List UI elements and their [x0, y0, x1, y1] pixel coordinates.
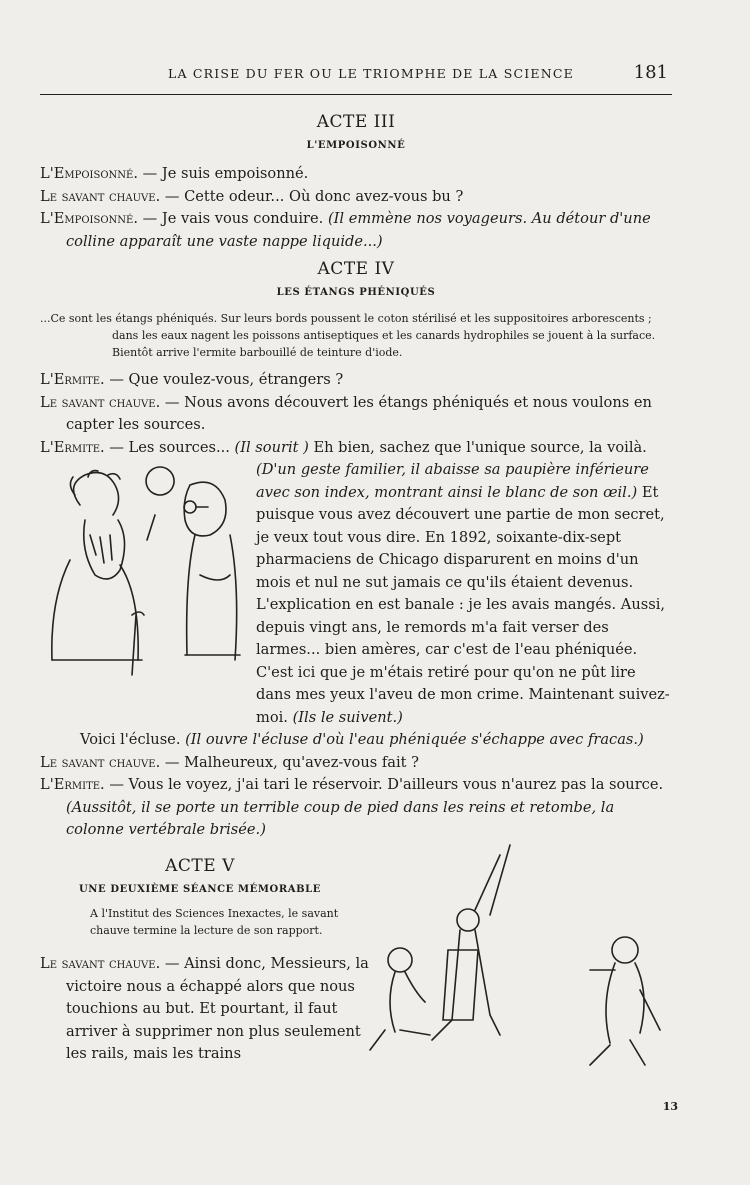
dialogue-line — [40, 953, 378, 1066]
speech: — Je vais vous conduire. — [137, 210, 328, 227]
dialogue-line — [40, 437, 672, 460]
speaker: Le savant chauve. — [40, 753, 161, 771]
speaker: L'Empoisonné. — [40, 165, 138, 182]
running-header — [40, 64, 672, 95]
speech: — Nous avons découvert les étangs phéniqués et nous voulons en capter les sources. — [66, 393, 652, 433]
act-5-title: ACTE V — [165, 855, 235, 876]
speech: Eh bien, sachez que l'unique source, la voilà. — [308, 438, 647, 456]
stage-direction-block: A l'Institut des Sciences Inexactes, le savant chauve termine la lecture de son rapport. — [90, 906, 339, 937]
speech: — Je suis empoisonné. — [137, 165, 309, 182]
dialogue-line — [40, 369, 672, 392]
stage-direction: (Il ouvre l'écluse d'où l'eau phéniquée s'échappe avec fracas.) — [185, 731, 644, 748]
speech: Voici l'écluse. — [80, 731, 186, 748]
speech: — Vous le voyez, j'ai tari le réservoir. D'ailleurs vous n'aurez pas la source. — [104, 776, 664, 793]
dialogue-line — [40, 392, 672, 437]
speaker: L'Empoisonné. — [40, 210, 138, 227]
stage-direction: (Ils le suivent.) — [292, 708, 403, 726]
stage-direction: (D'un geste familier, il abaisse sa paupière inférieure avec son index, montrant ainsi le blanc de son œil.) — [256, 461, 649, 501]
speaker: L'Ermite. — [40, 371, 105, 388]
speech: — Les sources... — [104, 438, 235, 456]
act-5-subtitle: UNE DEUXIÈME SÉANCE MÉMORABLE — [78, 883, 322, 895]
wrapped-speech — [256, 459, 672, 729]
dialogue-line — [40, 752, 672, 775]
speaker: L'Ermite. — [40, 776, 105, 793]
speech: — Malheureux, qu'avez-vous fait ? — [160, 753, 419, 771]
dialogue-line — [40, 163, 672, 186]
stage-direction: (Il emmène nos voyageurs. Au détour d'une colline apparaît une vaste nappe liquide...) — [66, 210, 651, 250]
speaker: Le savant chauve. — [40, 393, 161, 411]
act-3-title: ACTE III — [316, 112, 396, 132]
act-3-subtitle: L'EMPOISONNÉ — [306, 140, 406, 151]
speech: Et puisque vous avez découvert une partie de mon secret, je veux tout vous dire. En 1892, soixante-dix-sept pharmaciens de Chicago disparurent en moins d'un mois et nul ne sut jamais ce qu'ils étaient devenus. L'explication en est banale : je les avais mangés. Aussi, depuis vingt ans, le remords m'a fait verser des larmes... bien amères, car c'est de l'eau phéniquée. C'est ici que je m'étais retiré pour qu'on ne pût lire dans mes yeux l'aveu de mon crime. Maintenant suivez-moi. — [256, 483, 670, 726]
dialogue-line — [40, 774, 672, 842]
speaker: Le savant chauve. — [40, 187, 161, 205]
hermit-and-scientist-illustration — [40, 465, 245, 685]
speech: — Cette odeur... Où donc avez-vous bu ? — [160, 187, 464, 205]
ermite-monologue — [40, 437, 672, 752]
speech: — Ainsi donc, Messieurs, la victoire nous a échappé alors que nous touchions au but. Et pourtant, il faut arriver à supprimer non plus seulement les rails, mais les trains — [66, 955, 369, 1063]
act-4-subtitle: LES ÉTANGS PHÉNIQUÉS — [276, 287, 436, 298]
act-4-title: ACTE IV — [317, 259, 395, 279]
speaker: Le savant chauve. — [40, 955, 161, 973]
signature-mark: 13 — [662, 1100, 678, 1113]
scientists-illustration — [340, 840, 670, 1100]
speech: — Que voulez-vous, étrangers ? — [104, 371, 344, 388]
dialogue-line — [40, 729, 672, 752]
act-5 — [40, 855, 369, 1066]
stage-direction: (Aussitôt, il se porte un terrible coup de pied dans les reins et retombe, la colonne vertébrale brisée.) — [66, 798, 615, 838]
speaker: L'Ermite. — [40, 438, 105, 456]
stage-direction: (Il sourit ) — [234, 438, 309, 456]
dialogue-line — [40, 186, 672, 209]
dialogue-line — [40, 208, 672, 253]
running-title: LA CRISE DU FER OU LE TRIOMPHE DE LA SCIENCE — [168, 66, 574, 81]
stage-direction-block: ...Ce sont les étangs phéniqués. Sur leurs bords poussent le coton stérilisé et les suppositoires arborescents ; dans les eaux nagent les poissons antiseptiques et les canards hydrophiles se jouent à la surface. Bientôt arrive l'ermite barbouillé de teinture d'iode. — [40, 312, 656, 359]
page-number: 181 — [633, 62, 668, 83]
